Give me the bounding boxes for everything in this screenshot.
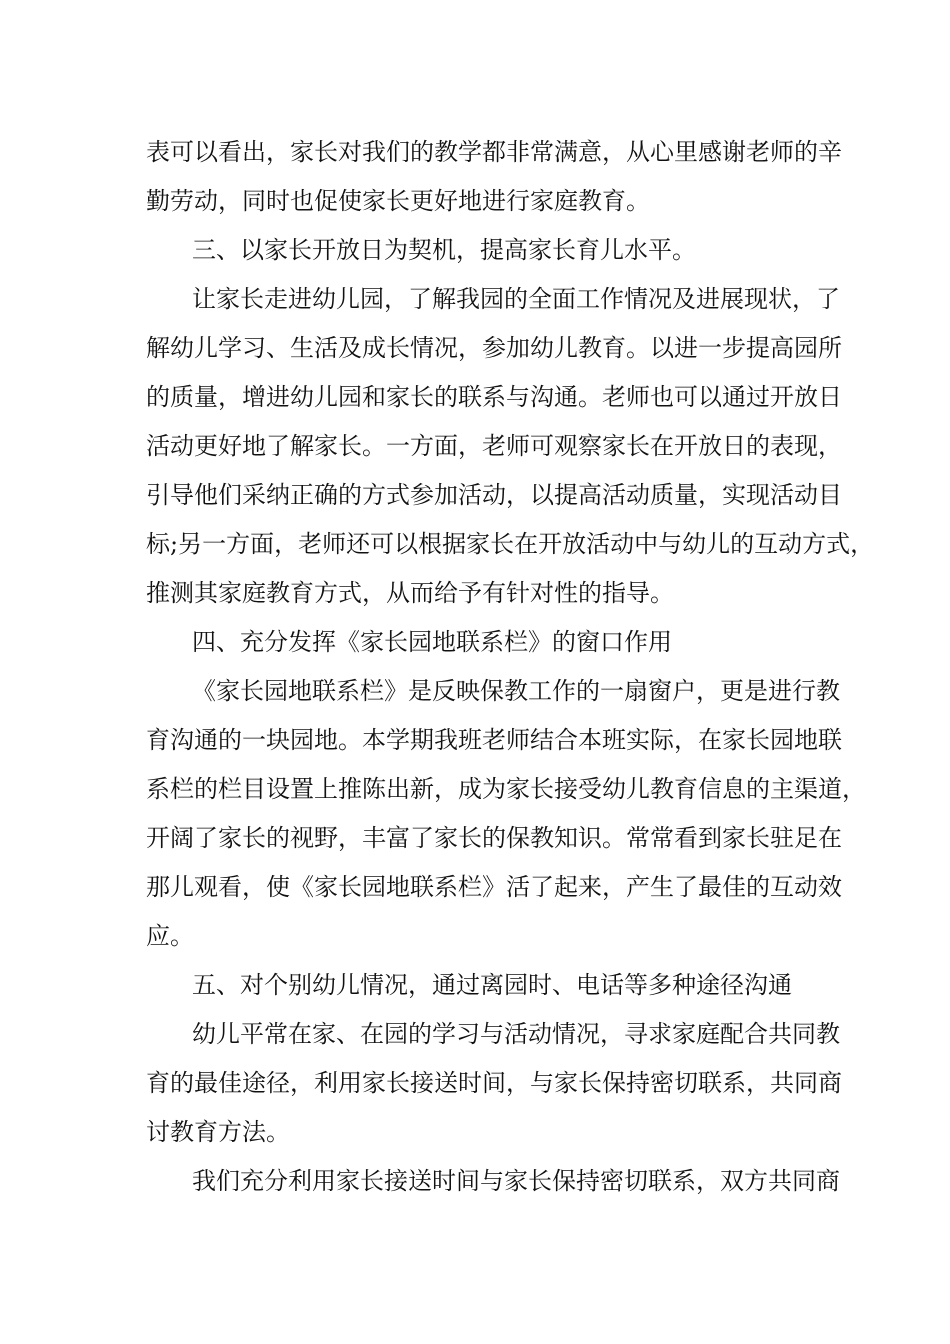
section-heading: 四、充分发挥《家长园地联系栏》的窗口作用: [192, 628, 672, 656]
text-line: 解幼儿学习、生活及成长情况，参加幼儿教育。以进一步提高园所: [146, 334, 842, 362]
text-line: 标;另一方面，老师还可以根据家长在开放活动中与幼儿的互动方式，: [146, 530, 875, 558]
text-line: 那儿观看，使《家长园地联系栏》活了起来，产生了最佳的互动效: [146, 873, 842, 901]
text-line: 勤劳动，同时也促使家长更好地进行家庭教育。: [146, 187, 650, 215]
text-line: 《家长园地联系栏》是反映保教工作的一扇窗户，更是进行教: [192, 677, 840, 705]
text-line: 的质量，增进幼儿园和家长的联系与沟通。老师也可以通过开放日: [146, 383, 842, 411]
text-line: 讨教育方法。: [146, 1118, 290, 1146]
text-line: 育的最佳途径，利用家长接送时间，与家长保持密切联系，共同商: [146, 1069, 842, 1097]
text-line: 活动更好地了解家长。一方面，老师可观察家长在开放日的表现，: [146, 432, 842, 460]
text-line: 引导他们采纳正确的方式参加活动，以提高活动质量，实现活动目: [146, 481, 842, 509]
text-line: 育沟通的一块园地。本学期我班老师结合本班实际，在家长园地联: [146, 726, 842, 754]
text-line: 幼儿平常在家、在园的学习与活动情况，寻求家庭配合共同教: [192, 1020, 840, 1048]
document-body: [146, 128, 875, 1206]
text-line: 开阔了家长的视野，丰富了家长的保教知识。常常看到家长驻足在: [146, 824, 842, 852]
text-line: 推测其家庭教育方式，从而给予有针对性的指导。: [146, 579, 674, 607]
text-line: 表可以看出，家长对我们的教学都非常满意，从心里感谢老师的辛: [146, 138, 842, 166]
section-heading: 三、以家长开放日为契机，提高家长育儿水平。: [192, 236, 696, 264]
text-line: 让家长走进幼儿园，了解我园的全面工作情况及进展现状，了: [192, 285, 840, 313]
text-line: 系栏的栏目设置上推陈出新，成为家长接受幼儿教育信息的主渠道，: [146, 775, 866, 803]
section-heading: 五、对个别幼儿情况，通过离园时、电话等多种途径沟通: [192, 971, 792, 999]
text-line: 应。: [146, 922, 194, 950]
text-line: 我们充分利用家长接送时间与家长保持密切联系，双方共同商: [192, 1167, 840, 1195]
